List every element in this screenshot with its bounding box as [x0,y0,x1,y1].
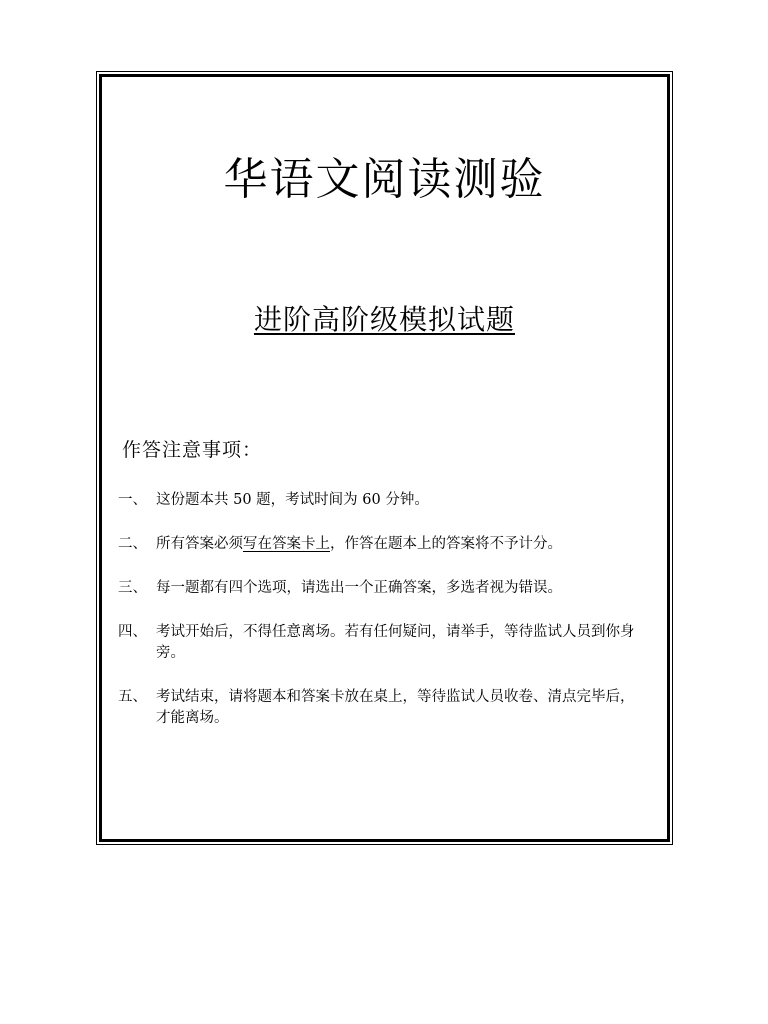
note-text-after: ，作答在题本上的答案将不予计分。 [330,536,562,552]
note-item-3 [118,578,648,599]
note-item-2 [118,534,648,555]
note-number: 四、 [118,624,147,640]
note-text: 这份题本共 50 题，考试时间为 60 分钟。 [156,492,429,508]
note-text: 考试结束，请将题本和答案卡放在桌上，等待监试人员收卷、清点完毕后，才能离场。 [156,689,635,726]
subtitle-container [99,300,670,340]
note-text-underlined: 写在答案卡上 [243,536,330,552]
note-number: 二、 [118,536,147,552]
note-text: 每一题都有四个选项，请选出一个正确答案，多选者视为错误。 [156,580,562,596]
notes-list [118,490,648,752]
note-text: 考试开始后，不得任意离场。若有任何疑问，请举手，等待监试人员到你身旁。 [156,624,635,661]
note-item-5 [118,687,648,729]
document-subtitle: 进阶高阶级模拟试题 [253,303,515,336]
note-number: 五、 [118,689,147,705]
note-text [156,534,648,555]
note-number: 三、 [118,580,147,596]
document-title: 华语文阅读测验 [223,154,546,205]
notes-heading: 作答注意事项： [122,439,263,461]
note-number: 一、 [118,492,147,508]
note-item-4 [118,622,648,664]
note-item-1 [118,490,648,511]
note-text-before: 所有答案必须 [156,536,243,552]
